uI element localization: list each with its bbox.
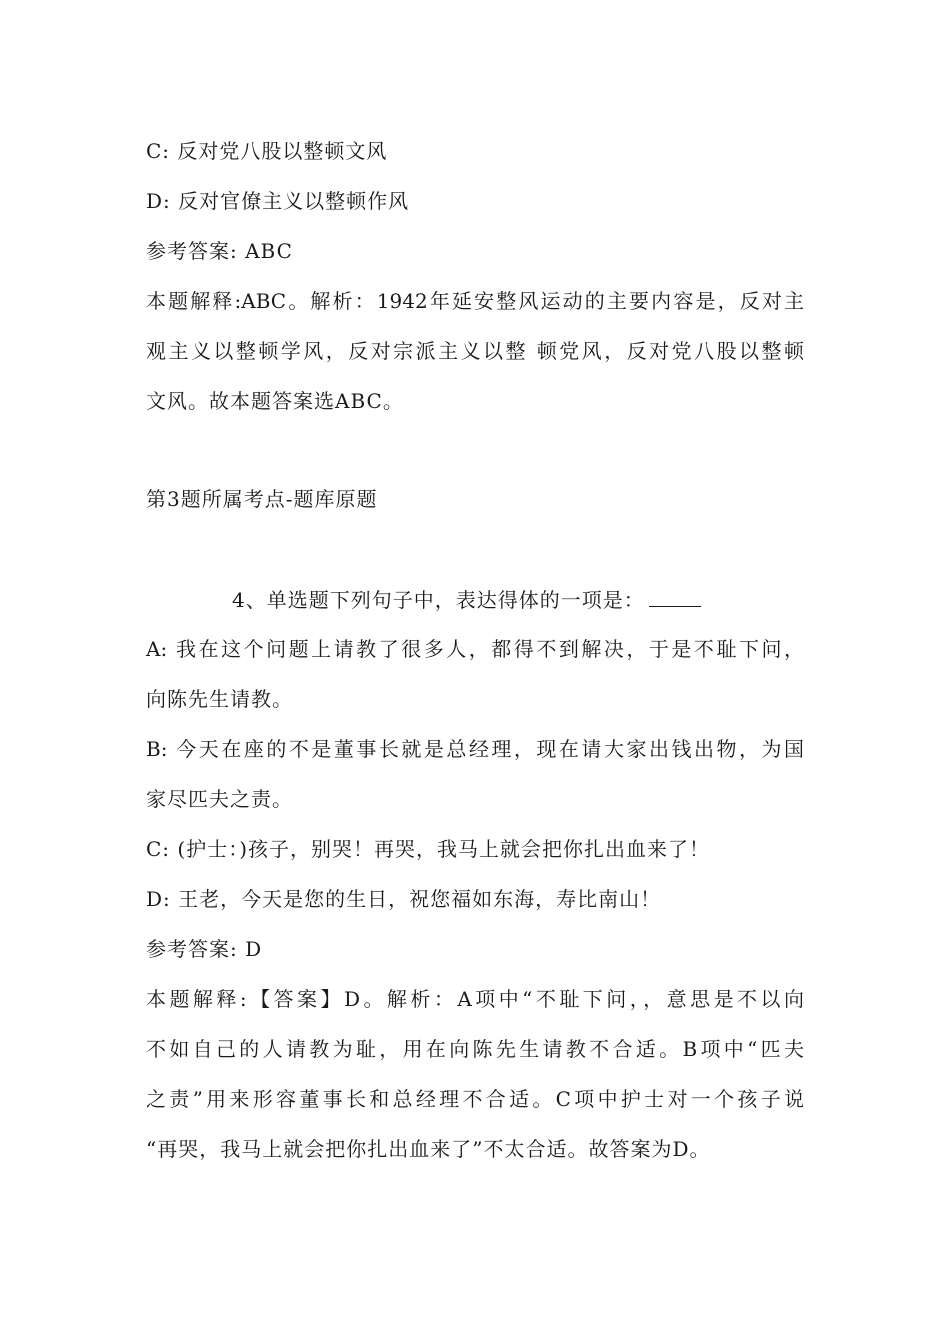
q4-option-c: C: (护士：)孩子，别哭！再哭，我马上就会把你扎出血来了！: [146, 837, 711, 861]
q3-explanation-line-2: 观主义以整顿学风，反对宗派主义以整 顿党风，反对党八股以整顿: [146, 339, 804, 363]
answer-blank: [649, 586, 701, 607]
q3-answer: 参考答案: ABC: [146, 239, 293, 263]
q4-stem-text: 4、单选题下列句子中，表达得体的一项是：: [232, 588, 645, 612]
q4-option-a-line-1: A: 我在这个问题上请教了很多人，都得不到解决，于是不耻下问，: [146, 637, 804, 661]
q3-explanation-line-1: 本题解释:ABC。解析：1942年延安整风运动的主要内容是，反对主: [146, 289, 804, 313]
q3-option-c: C: 反对党八股以整顿文风: [146, 139, 388, 163]
q4-answer: 参考答案: D: [146, 937, 263, 961]
q4-explanation-line-1: 本题解释:【答案】D。解析：A项中“不耻下问，，意思是不以向: [146, 987, 804, 1011]
q4-explanation-line-3: 之责”用来形容董事长和总经理不合适。C项中护士对一个孩子说: [146, 1087, 804, 1111]
q3-option-d: D: 反对官僚主义以整顿作风: [146, 189, 410, 213]
q4-option-b-line-2: 家尽匹夫之责。: [146, 787, 293, 811]
q3-explanation-line-3: 文风。故本题答案选ABC。: [146, 389, 404, 413]
q4-option-a-line-2: 向陈先生请教。: [146, 687, 293, 711]
q3-knowledge-point: 第3题所属考点-题库原题: [146, 487, 378, 511]
q4-option-d: D: 王老，今天是您的生日，祝您福如东海，寿比南山！: [146, 887, 662, 911]
q4-stem: [232, 586, 701, 613]
q4-explanation-line-4: “再哭，我马上就会把你扎出血来了”不太合适。故答案为D。: [146, 1137, 711, 1161]
q4-explanation-line-2: 不如自己的人请教为耻，用在向陈先生请教不合适。B项中“匹夫: [146, 1037, 804, 1061]
q4-option-b-line-1: B: 今天在座的不是董事长就是总经理，现在请大家出钱出物，为国: [146, 737, 804, 761]
